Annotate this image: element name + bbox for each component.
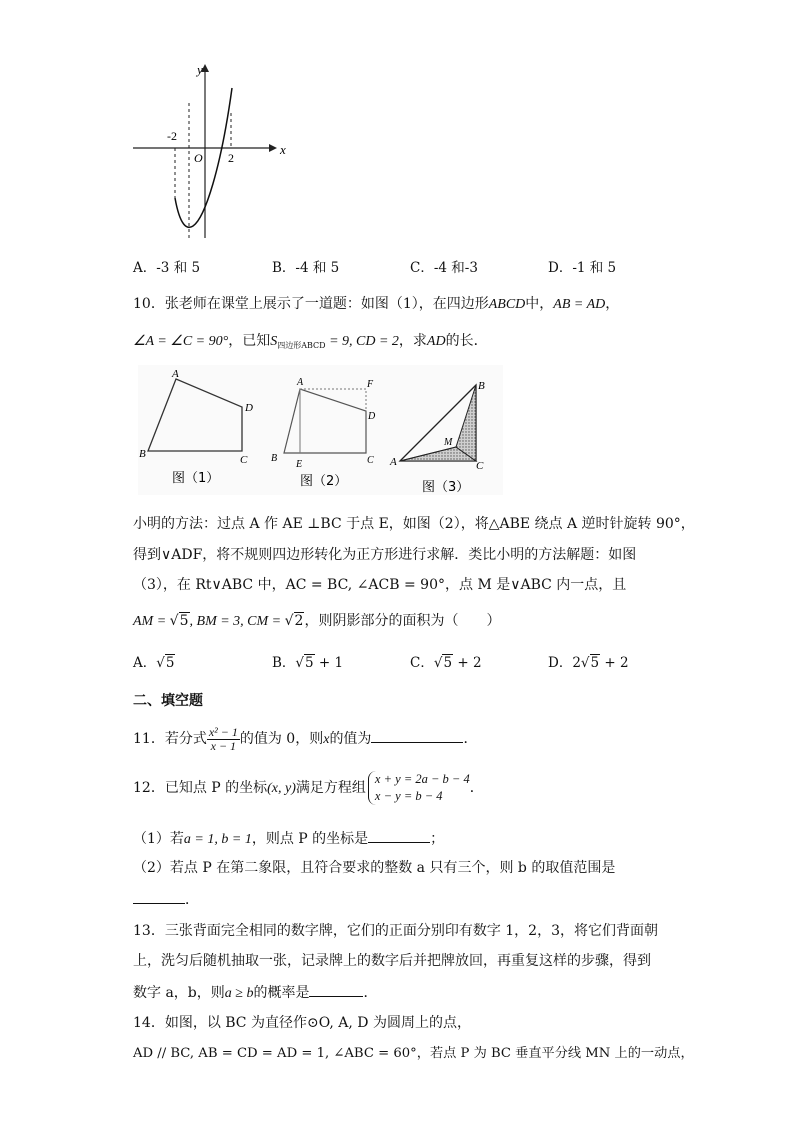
q11-answer-blank[interactable]: [371, 728, 463, 743]
q12-equation-system: x + y = 2a − b − 4 x − y = b − 4: [368, 771, 470, 805]
fig3-caption: 图（3）: [422, 480, 470, 495]
x-axis-label: x: [280, 142, 286, 157]
q11-line: 11．若分式 $\frac{\text{x² − 1}}{x - 1}$ 的值为 0，则x的值为 ．: [133, 724, 478, 753]
q10-line-1: 10．张老师在课堂上展示了一道题：如图（1），在四边形ABCD中，AB = AD，: [133, 296, 620, 312]
q13-line-1: 13．三张背面完全相同的数字牌，它们的正面分别印有数字 1，2，3，将它们背面朝: [133, 923, 658, 939]
section-heading-fill-in: 二、填空题: [133, 693, 203, 709]
x-axis-arrow: [269, 144, 277, 152]
q10-figures: [138, 365, 503, 495]
q10-line-6: AM = √5, BM = 3, CM = √2，则阴影部分的面积为（ ）: [133, 613, 501, 629]
q9-option-c[interactable]: C．-4 和-3: [410, 260, 478, 276]
q12-sub2-answer-blank[interactable]: [133, 889, 185, 904]
q9-option-d[interactable]: D．-1 和 5: [548, 260, 617, 276]
fig2-label-a: A: [297, 377, 304, 388]
tick-neg2-label: -2: [167, 129, 177, 143]
q10-line-3: 小明的方法：过点 A 作 AE ⊥BC 于点 E，如图（2），将△ABE 绕点 A 逆时针旋转 90°，: [133, 516, 695, 532]
q10-option-d[interactable]: D．2√5 + 2: [548, 655, 629, 671]
parabola-curve: [175, 88, 232, 227]
fig3-label-m: M: [444, 437, 453, 448]
fig2-label-f: F: [367, 379, 374, 390]
fig3-label-a: A: [390, 456, 397, 468]
fig1-label-c: C: [240, 454, 248, 466]
q10-option-a[interactable]: A．√5: [133, 655, 175, 671]
q12-sub2: （2）若点 P 在第二象限，且符合要求的整数 a 只有三个，则 b 的取值范围是: [133, 860, 616, 876]
fig2-label-d: D: [368, 411, 376, 422]
fig2-label-e: E: [296, 459, 303, 470]
fig2-label-c: C: [367, 455, 374, 466]
fig1-label-b: B: [139, 448, 146, 460]
tick-2-label: 2: [228, 151, 234, 165]
q10-option-b[interactable]: B．√5 + 1: [272, 655, 344, 671]
fig1-caption: 图（1）: [172, 471, 220, 486]
fig2-caption: 图（2）: [300, 474, 348, 489]
q10-line-4: 得到∨ADF，将不规则四边形转化为正方形进行求解．类比小明的方法解题：如图: [133, 547, 637, 563]
q11-fraction: $\frac{\text{x² − 1}}{x - 1}$: [208, 724, 238, 753]
q9-option-a[interactable]: A．-3 和 5: [133, 260, 201, 276]
q10-line-5: （3），在 Rt∨ABC 中，AC = BC, ∠ACB = 90°，点 M 是∨ABC 内一点，且: [133, 577, 627, 593]
origin-label: O: [194, 151, 203, 165]
q14-line-2: AD // BC, AB = CD = AD = 1, ∠ABC = 60°，若点 P 为 BC 垂直平分线 MN 上的一动点，: [133, 1046, 694, 1061]
function-graph: [125, 58, 295, 248]
q14-line-1: 14．如图，以 BC 为直径作⊙O, A, D 为圆周上的点，: [133, 1015, 471, 1031]
fig3-label-b: B: [478, 380, 485, 392]
fig2-label-b: B: [271, 453, 278, 464]
q9-option-b[interactable]: B．-4 和 5: [272, 260, 340, 276]
q12-sub1: （1）若a = 1, b = 1，则点 P 的坐标是 ；: [133, 828, 444, 850]
q10-line-2: ∠A = ∠C = 90°，已知$S_{四边形ABCD} = 9$, CD = 2，求AD的长．: [133, 333, 488, 350]
y-axis-label: y: [197, 62, 203, 77]
q12-sub2-answer: ．: [133, 889, 199, 910]
fig1-label-a: A: [172, 368, 179, 380]
fig3-label-c: C: [476, 460, 484, 472]
q12-line: 12．已知点 P 的坐标(x, y)满足方程组 x + y = 2a − b − 4 x − y = b − 4 ．: [133, 772, 484, 803]
q13-line-2: 上，洗匀后随机抽取一张，记录牌上的数字后并把牌放回，再重复这样的步骤，得到: [133, 953, 651, 969]
q13-line-3: 数字 a，b，则a ≥ b的概率是 ．: [133, 982, 377, 1004]
fig1-label-d: D: [245, 402, 253, 414]
q12-sub1-answer-blank[interactable]: [368, 828, 430, 843]
q10-option-c[interactable]: C．√5 + 2: [410, 655, 482, 671]
q13-answer-blank[interactable]: [309, 982, 363, 997]
